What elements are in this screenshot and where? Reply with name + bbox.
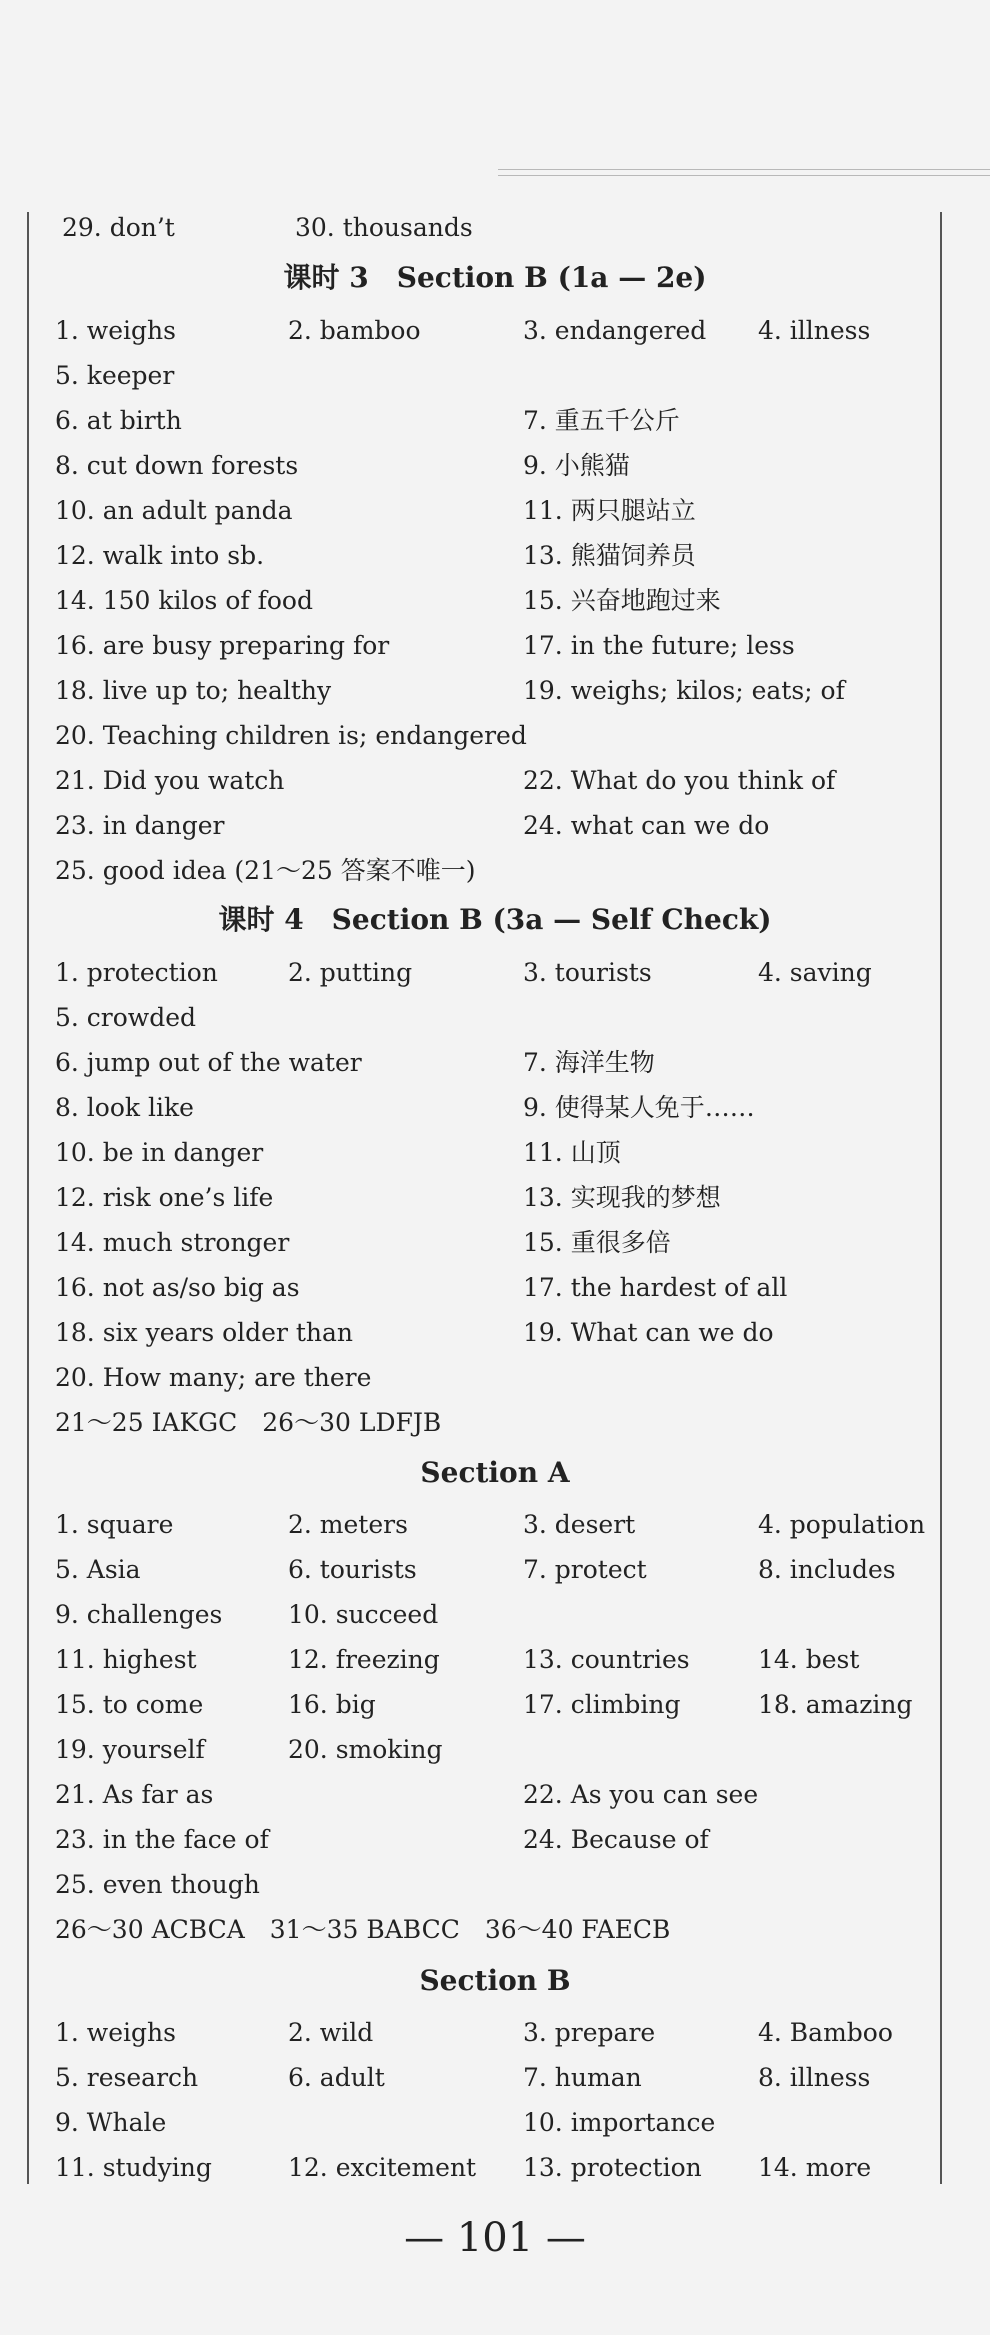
answer-item: 4. illness — [758, 316, 871, 345]
answer-row — [0, 1727, 990, 1772]
answer-row — [0, 1502, 990, 1547]
answer-row — [0, 1220, 990, 1265]
answer-row — [0, 2100, 990, 2145]
answer-item: 7. 海洋生物 — [523, 1048, 655, 1077]
answer-item: 20. How many; are there — [55, 1363, 372, 1392]
answer-row — [0, 1592, 990, 1637]
answer-item: 26～30 ACBCA 31～35 BABCC 36～40 FAECB — [55, 1915, 671, 1944]
answer-row — [0, 1907, 990, 1952]
answer-row — [0, 205, 990, 250]
answer-item: 13. countries — [523, 1645, 690, 1674]
answer-row — [0, 623, 990, 668]
answer-item: 8. illness — [758, 2063, 871, 2092]
page-number: — 101 — — [404, 2215, 586, 2261]
answer-row — [0, 803, 990, 848]
answer-item: 10. be in danger — [55, 1138, 264, 1167]
answer-item: 18. amazing — [758, 1690, 913, 1719]
answer-row — [0, 353, 990, 398]
answer-row — [0, 758, 990, 803]
answer-row — [0, 995, 990, 1040]
answer-row — [0, 2145, 990, 2190]
answer-item: 23. in the face of — [55, 1825, 269, 1854]
answer-item: 21～25 IAKGC 26～30 LDFJB — [55, 1408, 442, 1437]
answer-row — [0, 2010, 990, 2055]
answer-item: 13. 熊猫饲养员 — [523, 541, 696, 570]
answer-item: 1. protection — [55, 958, 218, 987]
answer-item: 14. best — [758, 1645, 860, 1674]
answer-item: 20. smoking — [288, 1735, 443, 1764]
answer-item: 13. protection — [523, 2153, 702, 2182]
answer-item: 19. weighs; kilos; eats; of — [523, 676, 845, 705]
header-decorative-line — [498, 169, 990, 176]
answer-item: 17. climbing — [523, 1690, 681, 1719]
answer-item: 6. adult — [288, 2063, 385, 2092]
answer-row — [0, 1400, 990, 1445]
answer-item: 11. studying — [55, 2153, 212, 2182]
answer-item: 4. saving — [758, 958, 872, 987]
answer-row — [0, 1772, 990, 1817]
answer-item: 12. walk into sb. — [55, 541, 265, 570]
answer-item: 25. good idea (21～25 答案不唯一) — [55, 856, 476, 885]
answer-item: 1. weighs — [55, 2018, 176, 2047]
answer-item: 15. 重很多倍 — [523, 1228, 671, 1257]
answer-item: 1. weighs — [55, 316, 176, 345]
answer-item: 10. an adult panda — [55, 496, 293, 525]
answer-item: 24. Because of — [523, 1825, 709, 1854]
answer-row — [0, 950, 990, 995]
answer-item: 19. yourself — [55, 1735, 205, 1764]
answer-item: 17. the hardest of all — [523, 1273, 788, 1302]
answer-row — [0, 1175, 990, 1220]
answer-item: 13. 实现我的梦想 — [523, 1183, 721, 1212]
answer-item: 4. population — [758, 1510, 926, 1539]
answer-item: 22. What do you think of — [523, 766, 836, 795]
answer-item: 18. live up to; healthy — [55, 676, 332, 705]
answer-item: 6. at birth — [55, 406, 182, 435]
answer-row — [0, 308, 990, 353]
answer-row — [0, 1265, 990, 1310]
answer-item: 9. Whale — [55, 2108, 167, 2137]
answer-item: 21. Did you watch — [55, 766, 285, 795]
answer-item: 9. challenges — [55, 1600, 223, 1629]
answer-item: 9. 使得某人免于…… — [523, 1093, 755, 1122]
answer-item: 7. human — [523, 2063, 642, 2092]
answer-item: 29. don’t — [62, 213, 175, 242]
answer-item: 6. tourists — [288, 1555, 417, 1584]
answer-item: 9. 小熊猫 — [523, 451, 630, 480]
answer-item: 16. big — [288, 1690, 376, 1719]
answer-row — [0, 2055, 990, 2100]
answer-item: 11. highest — [55, 1645, 197, 1674]
answer-item: 23. in danger — [55, 811, 225, 840]
answer-row — [0, 1355, 990, 1400]
answer-row — [0, 1862, 990, 1907]
answer-row — [0, 488, 990, 533]
answer-row — [0, 1040, 990, 1085]
answer-item: 20. Teaching children is; endangered — [55, 721, 527, 750]
answer-item: 12. excitement — [288, 2153, 477, 2182]
answer-item: 12. freezing — [288, 1645, 440, 1674]
answer-row — [0, 668, 990, 713]
answer-item: 15. 兴奋地跑过来 — [523, 586, 721, 615]
answer-row — [0, 1817, 990, 1862]
answer-item: 25. even though — [55, 1870, 260, 1899]
answer-row — [0, 1547, 990, 1592]
answer-row — [0, 1637, 990, 1682]
answer-item: 11. 山顶 — [523, 1138, 621, 1167]
answer-item: 8. cut down forests — [55, 451, 299, 480]
answer-item: 4. Bamboo — [758, 2018, 893, 2047]
answer-row — [0, 398, 990, 443]
answer-item: 2. putting — [288, 958, 413, 987]
answer-item: 2. bamboo — [288, 316, 421, 345]
heading-section-a: Section A — [420, 1456, 570, 1489]
answer-row — [0, 443, 990, 488]
answer-item: 14. more — [758, 2153, 872, 2182]
answer-item: 6. jump out of the water — [55, 1048, 362, 1077]
answer-item: 19. What can we do — [523, 1318, 774, 1347]
heading-lesson-3: 课时 3 Section B (1a — 2e) — [283, 261, 707, 294]
answer-item: 8. includes — [758, 1555, 896, 1584]
answer-item: 3. prepare — [523, 2018, 656, 2047]
heading-section-b: Section B — [419, 1964, 571, 1997]
answer-row — [0, 713, 990, 758]
answer-item: 12. risk one’s life — [55, 1183, 274, 1212]
answer-item: 14. 150 kilos of food — [55, 586, 313, 615]
answer-row — [0, 1130, 990, 1175]
answer-row — [0, 1682, 990, 1727]
answer-row — [0, 533, 990, 578]
answer-item: 18. six years older than — [55, 1318, 354, 1347]
answer-row — [0, 578, 990, 623]
answer-item: 5. crowded — [55, 1003, 197, 1032]
answer-item: 2. wild — [288, 2018, 374, 2047]
answer-item: 10. importance — [523, 2108, 716, 2137]
heading-lesson-4: 课时 4 Section B (3a — Self Check) — [218, 903, 772, 936]
answer-item: 5. Asia — [55, 1555, 141, 1584]
answer-item: 10. succeed — [288, 1600, 439, 1629]
answer-item: 7. protect — [523, 1555, 647, 1584]
answer-row — [0, 1310, 990, 1355]
answer-item: 15. to come — [55, 1690, 204, 1719]
answer-item: 5. keeper — [55, 361, 175, 390]
answer-item: 24. what can we do — [523, 811, 770, 840]
answer-item: 7. 重五千公斤 — [523, 406, 680, 435]
answer-row — [0, 1085, 990, 1130]
answer-item: 16. are busy preparing for — [55, 631, 390, 660]
answer-item: 3. tourists — [523, 958, 652, 987]
answer-item: 22. As you can see — [523, 1780, 759, 1809]
answer-item: 2. meters — [288, 1510, 408, 1539]
answer-item: 30. thousands — [295, 213, 473, 242]
answer-item: 5. research — [55, 2063, 199, 2092]
answer-item: 17. in the future; less — [523, 631, 795, 660]
answer-item: 3. desert — [523, 1510, 636, 1539]
answer-item: 14. much stronger — [55, 1228, 290, 1257]
answer-item: 1. square — [55, 1510, 174, 1539]
answer-item: 8. look like — [55, 1093, 194, 1122]
answer-item: 21. As far as — [55, 1780, 214, 1809]
answer-row — [0, 848, 990, 893]
answer-item: 16. not as/so big as — [55, 1273, 300, 1302]
answer-item: 3. endangered — [523, 316, 707, 345]
answer-item: 11. 两只腿站立 — [523, 496, 696, 525]
